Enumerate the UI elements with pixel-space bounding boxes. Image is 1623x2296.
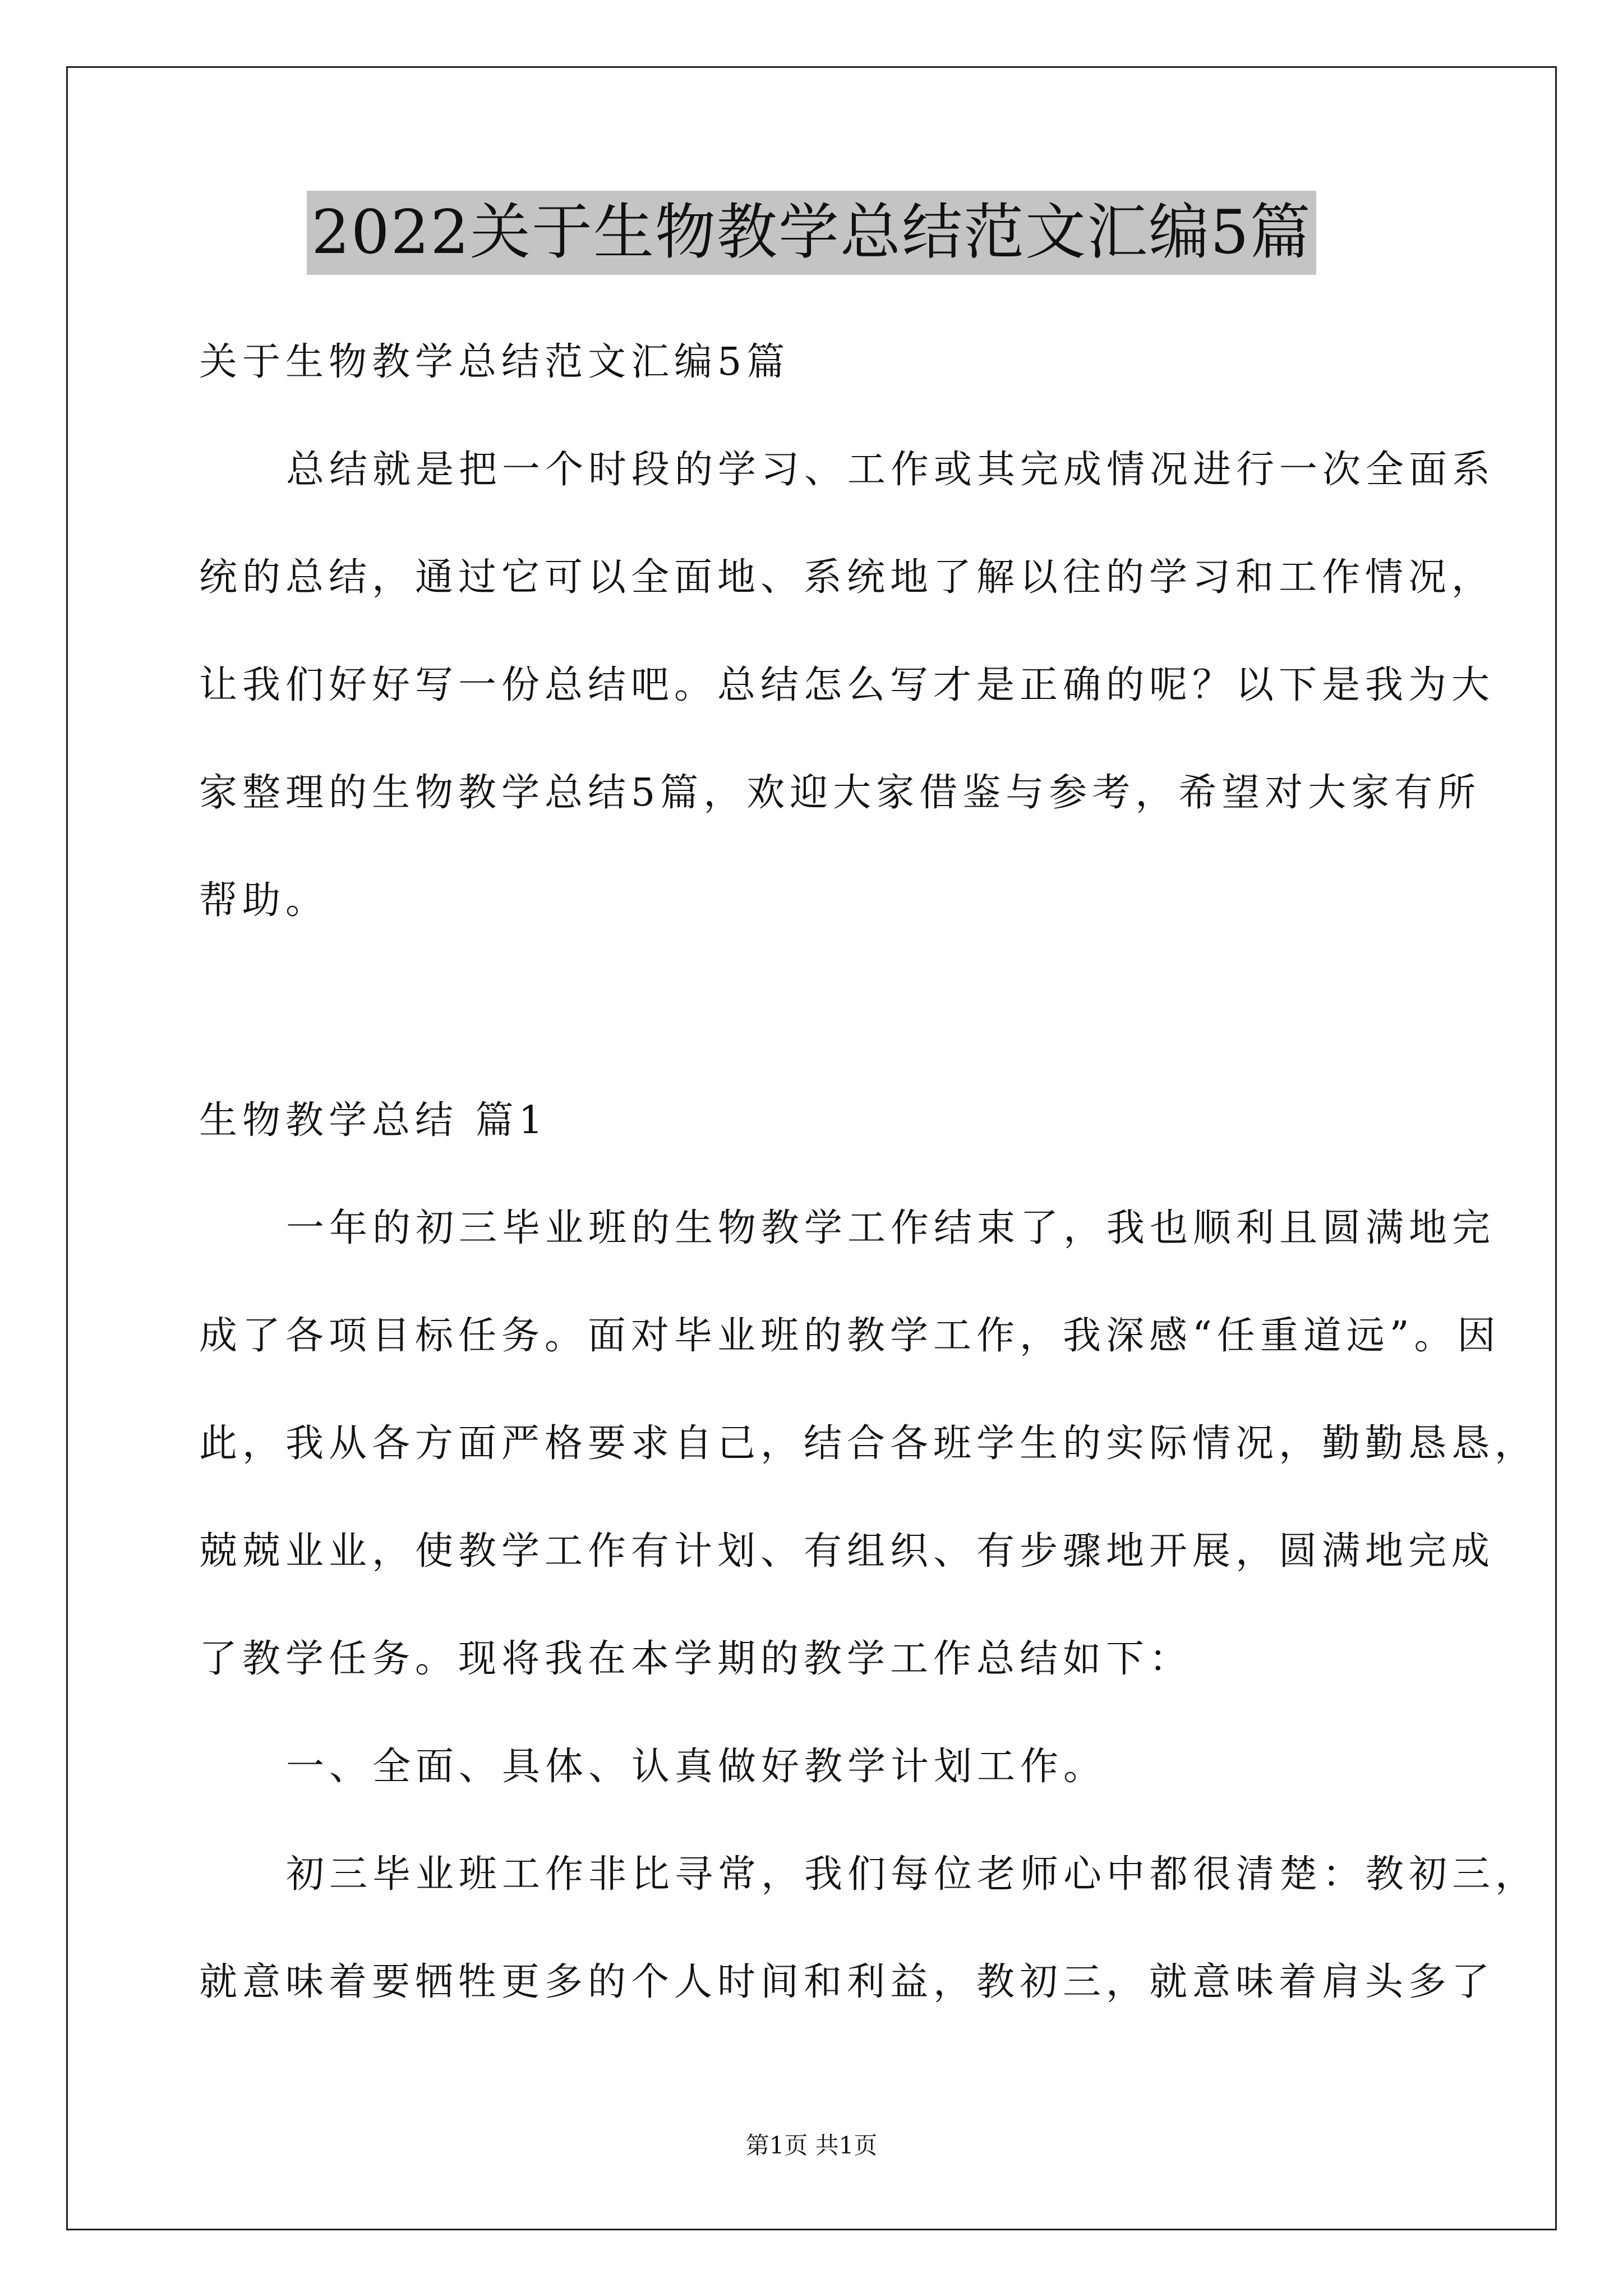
paragraph-line: 兢兢业业，使教学工作有计划、有组织、有步骤地开展，圆满地完成 (199, 1529, 1495, 1573)
paragraph-gap (199, 955, 1433, 1067)
paragraph-line: 初三毕业班工作非比寻常，我们每位老师心中都很清楚：教初三， (286, 1852, 1539, 1897)
paragraph-line: 一年的初三毕业班的生物教学工作结束了，我也顺利且圆满地完 (286, 1206, 1496, 1250)
intro-line: 帮助。 (199, 878, 329, 923)
page-footer: 第1页 共1页 (745, 2132, 878, 2159)
section-point: 一、全面、具体、认真做好教学计划工作。 (286, 1745, 1107, 1789)
paragraph-line: 就意味着要牺牲更多的个人时间和利益，教初三，就意味着肩头多了 (199, 1960, 1495, 2004)
intro-line: 统的总结，通过它可以全面地、系统地了解以往的学习和工作情况， (199, 555, 1495, 600)
title-container (0, 191, 1623, 275)
section-heading: 生物教学总结 篇1 (199, 1098, 548, 1143)
intro-line: 让我们好好写一份总结吧。总结怎么写才是正确的呢？以下是我为大 (199, 663, 1495, 707)
paragraph-line: 此，我从各方面严格要求自己，结合各班学生的实际情况，勤勤恳恳， (199, 1421, 1538, 1466)
intro-line: 家整理的生物教学总结5篇，欢迎大家借鉴与参考，希望对大家有所 (199, 771, 1481, 815)
document-body (199, 309, 1539, 2036)
document-subtitle: 关于生物教学总结范文汇编5篇 (199, 340, 790, 384)
paragraph-line: 成了各项目标任务。面对毕业班的教学工作，我深感“任重道远”。因 (199, 1314, 1501, 1358)
document-title: 2022关于生物教学总结范文汇编5篇 (307, 191, 1316, 275)
intro-line: 总结就是把一个时段的学习、工作或其完成情况进行一次全面系 (286, 448, 1496, 492)
paragraph-line: 了教学任务。现将我在本学期的教学工作总结如下： (199, 1637, 1193, 1681)
